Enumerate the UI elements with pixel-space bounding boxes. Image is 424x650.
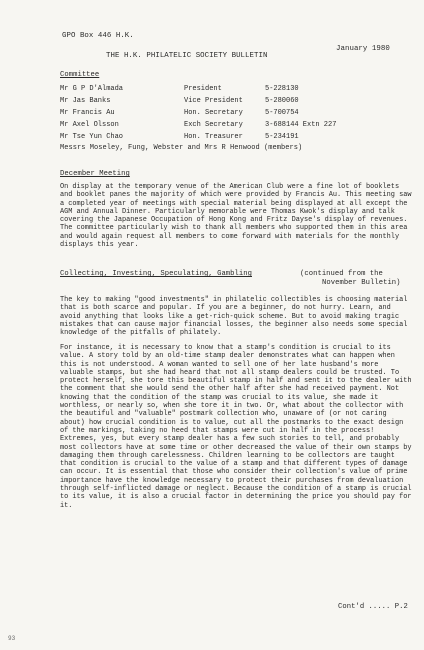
member-role: Hon. Treasurer bbox=[184, 133, 243, 141]
committee-member bbox=[60, 121, 400, 131]
collecting-heading: Collecting, Investing, Speculating, Gambling bbox=[60, 270, 252, 278]
member-name: Mr Francis Au bbox=[60, 109, 115, 117]
member-phone: 5-700754 bbox=[265, 109, 299, 117]
member-role: Exch Secretary bbox=[184, 121, 243, 129]
committee-others: Messrs Moseley, Fung, Webster and Mrs R Henwood (members) bbox=[60, 144, 303, 152]
december-heading: December Meeting bbox=[60, 170, 130, 178]
po-box: GPO Box 446 H.K. bbox=[62, 32, 134, 40]
committee-heading: Committee bbox=[60, 71, 100, 79]
member-name: Mr Tse Yun Chao bbox=[60, 133, 124, 141]
committee-member bbox=[60, 133, 400, 143]
committee-member bbox=[60, 97, 400, 107]
committee-member bbox=[60, 109, 400, 119]
bulletin-title: THE H.K. PHILATELIC SOCIETY BULLETIN bbox=[106, 52, 268, 60]
collecting-paragraph-1: The key to making "good investments" in philatelic collectibles is choosing material that is both scarce and popular. If you are a beginner, do not hurry. Learn, and avoid anything that looks like a get-rich-quick scheme. But to avoid making tragic mistakes that can cause major financial losses, the beginner also needs some special knowledge of the pitfalls of philately. bbox=[60, 296, 408, 338]
collecting-paragraph-2: For instance, it is necessary to know that a stamp's condition is crucial to its value. A story told by an old-time stamp dealer demonstrates what can happen when this is not understood. A woman wanted to sell one of her late husband's more valuable stamps, but she had heard that not all stamp dealers could be trusted. To protect herself, she tore this beautiful stamp in half and sent it to the dealer with the comment that she would send the other half after she had received payment. Not knowing that the condition of the stamp was crucial to its value, she made it worthless, or nearly so, when she tore it in two. Or, what about the collector with the beautiful and "valuable" postmark collection who, unaware of (or not caring about) how crucial condition is to value, cut all the postmarks to the exact design of the markings, taking no heed that stamps were cut in half in the process! Extremes, yes, but every stamp dealer has a few such stories to tell, and probably most collectors have at some time or other decreased the value of their own stamps by damaging them through carelessness. Children learning to be collectors are taught that condition is crucial to the value of a stamp and that different types of damage can occur. It is essential that those who consider their collection's value of prime importance have the knowledge necessary to protect their purchases from devaluation through self-inflicted damage or neglect. Because the condition of a stamp is crucial to its value, it is also a crucial factor in determining the price you should pay for it. bbox=[60, 344, 412, 510]
member-name: Mr Jas Banks bbox=[60, 97, 111, 105]
member-name: Mr G P D'Almada bbox=[60, 85, 124, 93]
continued-footer: Cont'd ..... P.2 bbox=[338, 603, 408, 611]
continued-note-2: November Bulletin) bbox=[322, 279, 401, 287]
member-role: Vice President bbox=[184, 97, 243, 105]
member-phone: 5-228130 bbox=[265, 85, 299, 93]
member-phone: 5-280060 bbox=[265, 97, 299, 105]
december-paragraph: On display at the temporary venue of the American Club were a fine lot of booklets and booklet panes the majority of which were provided by Francis Au. This meeting saw a completed year of meetings with special material being displayed at all except the AGM and Annual Dinner. Particularly memorable were Thomas Kwok's display and talk covering the Japanese Occupation of Hong Kong and Fritz Dayse's display of revenues. The committee particularly wish to thank all members who supported them in this area and would again request all members to come forward with materials for the monthly displays this year. bbox=[60, 183, 412, 250]
member-role: President bbox=[184, 85, 222, 93]
member-name: Mr Axel Olsson bbox=[60, 121, 119, 129]
bulletin-date: January 1980 bbox=[336, 45, 390, 53]
continued-note: (continued from the bbox=[300, 270, 383, 278]
committee-member bbox=[60, 85, 400, 95]
member-phone: 3-688144 Extn 227 bbox=[265, 121, 337, 129]
member-phone: 5-234191 bbox=[265, 133, 299, 141]
page-margin-number: 93 bbox=[8, 635, 16, 642]
member-role: Hon. Secretary bbox=[184, 109, 243, 117]
